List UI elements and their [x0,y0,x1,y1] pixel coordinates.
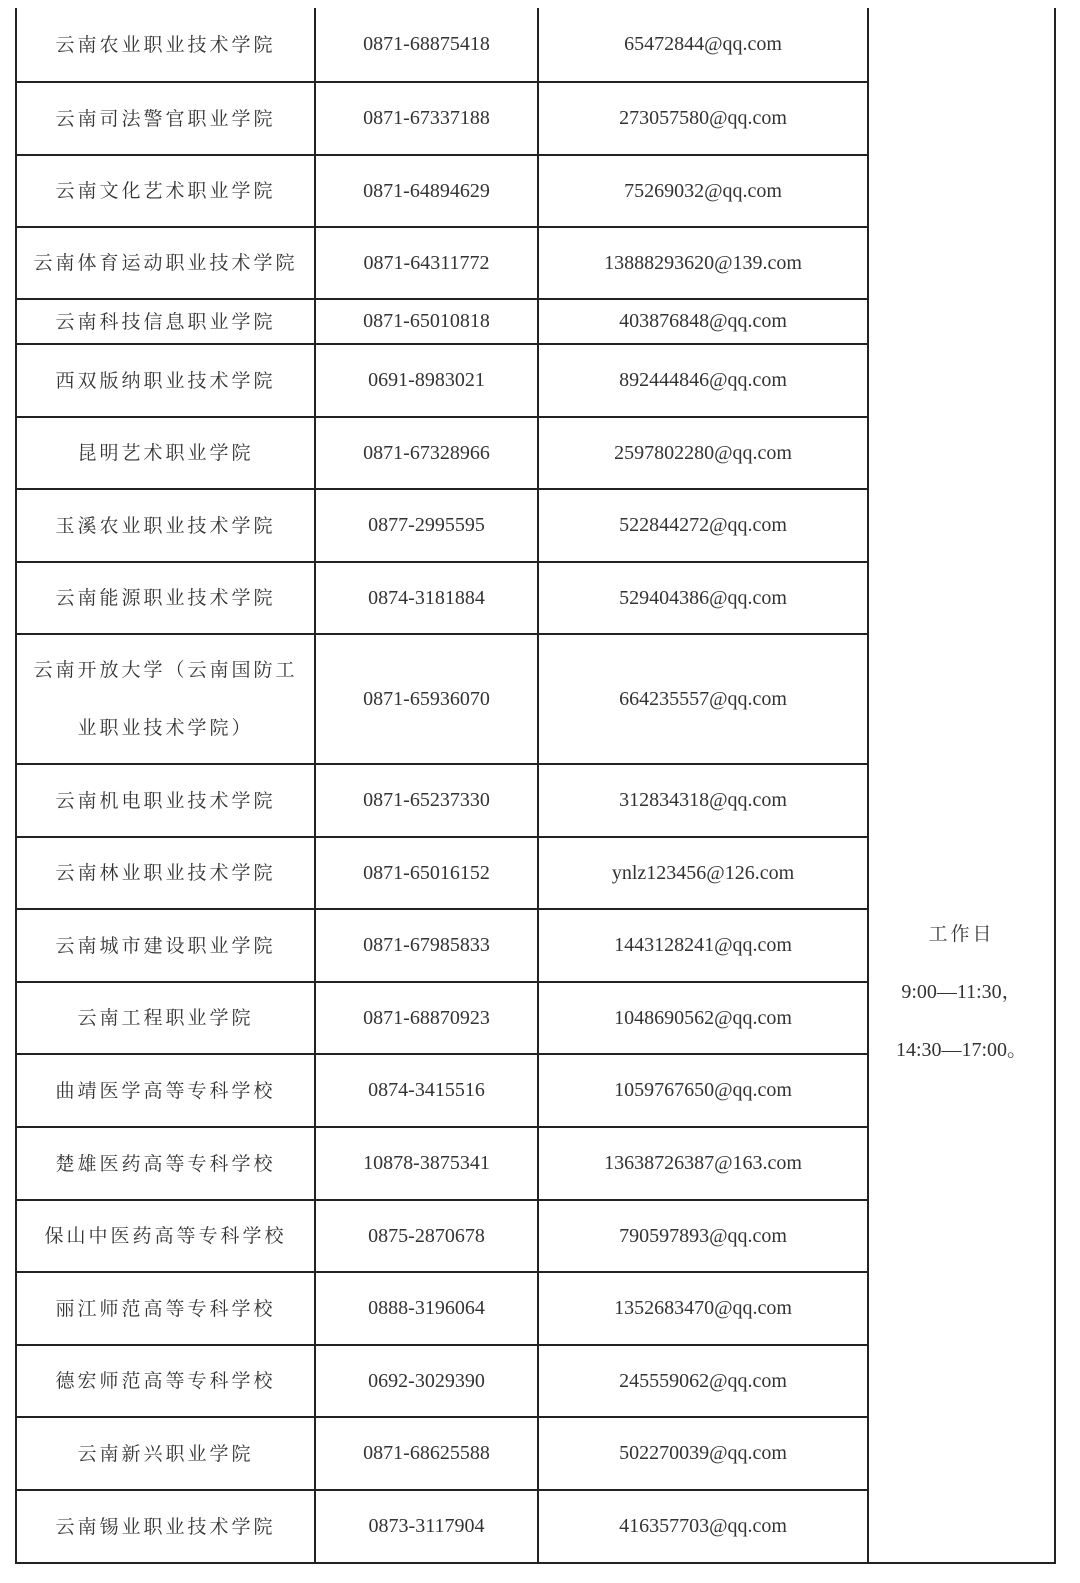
school-name: 曲靖医学高等专科学校 [55,1079,276,1102]
school-name: 云南城市建设职业学院 [55,934,276,957]
school-name: 云南机电职业技术学院 [55,789,276,812]
contact-email: 13638726387@163.com [604,1152,802,1174]
school-name: 保山中医药高等专科学校 [44,1225,287,1247]
school-name: 云南工程职业学院 [77,1007,254,1029]
school-name: 云南开放大学（云南国防工业职业技术学院） [33,659,298,739]
contact-phone: 0871-65010818 [363,310,490,332]
contact-email: 1443128241@qq.com [614,934,792,956]
contact-email: 13888293620@139.com [604,251,802,274]
contact-email: 1059767650@qq.com [614,1079,792,1101]
contact-phone: 0871-68870923 [363,1006,490,1029]
contact-phone: 0871-67337188 [363,107,490,129]
contact-email: 664235557@qq.com [619,687,787,710]
school-name: 玉溪农业职业技术学院 [55,514,276,537]
contact-phone: 0874-3415516 [368,1079,485,1101]
hours-afternoon: 14:30—17:00。 [895,1039,1028,1061]
school-name: 云南能源职业技术学院 [55,587,276,609]
contact-phone: 0871-67328966 [363,441,490,464]
school-name: 云南新兴职业学院 [77,1442,254,1465]
school-name: 云南体育运动职业技术学院 [33,252,298,274]
contact-phone: 0871-64311772 [363,251,490,274]
contact-email: 273057580@qq.com [619,107,787,129]
contact-phone: 10878-3875341 [363,1152,490,1174]
column-divider [867,8,869,1564]
contact-phone: 0871-65016152 [363,861,490,884]
contact-email: 416357703@qq.com [619,1515,787,1537]
school-name: 云南农业职业技术学院 [55,33,276,56]
contact-email: 892444846@qq.com [619,369,787,391]
school-name: 云南科技信息职业学院 [55,310,276,333]
contact-phone: 0873-3117904 [368,1515,485,1537]
hours-title: 工作日 [928,923,995,945]
contact-email: 529404386@qq.com [619,586,787,609]
contact-phone: 0871-64894629 [363,179,490,202]
contact-email: 312834318@qq.com [619,789,787,811]
contact-phone: 0871-67985833 [363,934,490,956]
school-name: 德宏师范高等专科学校 [55,1370,276,1392]
table-border-right [1054,8,1056,1564]
contact-email: 1352683470@qq.com [614,1297,792,1319]
contact-phone: 0871-65936070 [363,687,490,710]
contact-email: 1048690562@qq.com [614,1006,792,1029]
school-name: 云南司法警官职业学院 [55,107,276,130]
contact-email: 2597802280@qq.com [614,441,792,464]
contact-email: 790597893@qq.com [619,1224,787,1247]
contact-email: 65472844@qq.com [624,33,782,55]
contact-email: 403876848@qq.com [619,310,787,332]
contact-phone: 0692-3029390 [368,1369,485,1392]
school-name: 昆明艺术职业学院 [77,442,254,464]
contact-phone: 0888-3196064 [368,1297,485,1319]
contact-email: 502270039@qq.com [619,1442,787,1464]
contact-email: ynlz123456@126.com [611,861,795,884]
contact-email: 75269032@qq.com [624,179,782,202]
school-name: 云南文化艺术职业学院 [55,180,276,202]
contact-phone: 0875-2870678 [368,1224,485,1247]
hours-morning: 9:00—11:30， [901,981,1022,1003]
contact-phone: 0871-68625588 [363,1442,490,1464]
school-name: 云南锡业职业技术学院 [55,1515,276,1538]
service-hours-cell [869,905,1054,1079]
school-name: 楚雄医药高等专科学校 [55,1152,276,1175]
school-name: 西双版纳职业技术学院 [55,369,276,392]
contact-phone: 0877-2995595 [368,514,485,536]
contact-phone: 0691-8983021 [368,369,485,391]
contact-phone: 0871-65237330 [363,789,490,811]
school-name: 丽江师范高等专科学校 [55,1297,276,1320]
school-name: 云南林业职业技术学院 [55,862,276,884]
contact-phone: 0874-3181884 [368,586,485,609]
row-divider [15,1562,1056,1564]
contact-email: 245559062@qq.com [619,1369,787,1392]
contact-email: 522844272@qq.com [619,514,787,536]
contact-phone: 0871-68875418 [363,33,490,55]
